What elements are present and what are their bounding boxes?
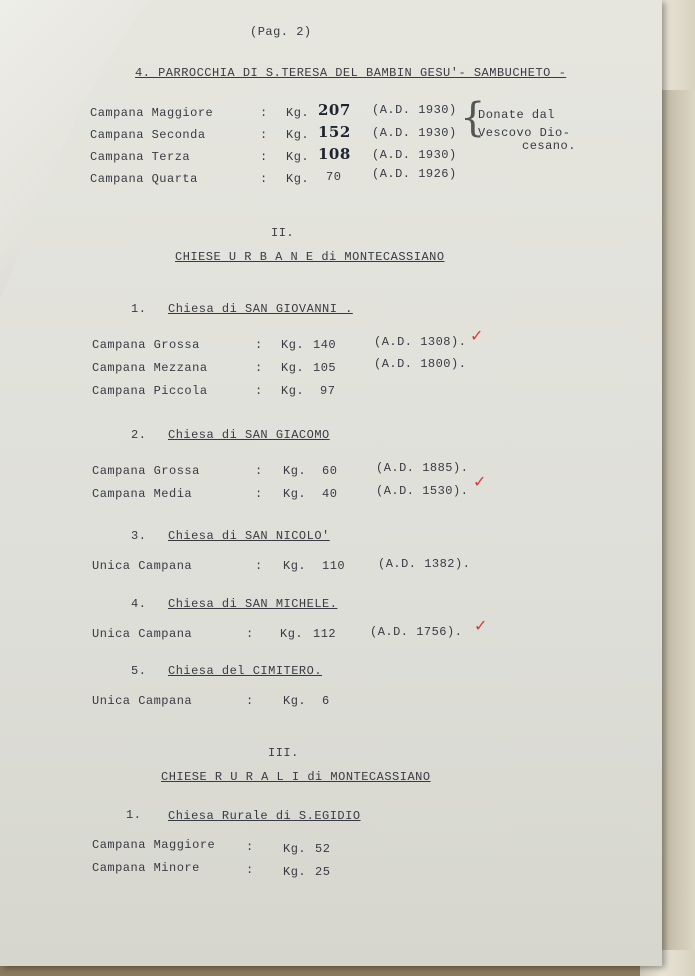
church-number: 5. xyxy=(131,664,147,678)
church-title: Chiesa del CIMITERO. xyxy=(168,664,323,678)
colon: : xyxy=(255,384,263,398)
colon: : xyxy=(260,172,268,186)
bell-name: Campana Quarta xyxy=(90,172,198,186)
bell-weight-handwritten: 152 xyxy=(318,123,351,141)
kg-label: Kg. xyxy=(281,361,305,375)
bell-name: Campana Maggiore xyxy=(92,838,216,852)
brace-mark: { xyxy=(460,95,486,141)
red-check-mark: ✓ xyxy=(473,472,487,491)
bell-weight: 70 xyxy=(326,170,342,184)
bell-name: Campana Terza xyxy=(90,150,191,164)
colon: : xyxy=(255,487,263,501)
church-title: Chiesa di SAN GIOVANNI . xyxy=(168,302,353,316)
bell-year: (A.D. 1382). xyxy=(378,557,471,571)
colon: : xyxy=(246,627,254,641)
bell-year: (A.D. 1308). xyxy=(374,335,467,349)
bell-name: Campana Maggiore xyxy=(90,106,214,120)
colon: : xyxy=(246,694,254,708)
bell-name: Campana Mezzana xyxy=(92,361,208,375)
bell-weight: 105 xyxy=(313,361,337,375)
bell-weight: 97 xyxy=(320,384,336,398)
church-number: 2. xyxy=(131,428,147,442)
bell-year: (A.D. 1800). xyxy=(374,357,467,371)
colon: : xyxy=(246,840,254,854)
kg-label: Kg. xyxy=(283,865,307,879)
bell-weight: 6 xyxy=(322,694,330,708)
kg-label: Kg. xyxy=(286,106,310,120)
church-title: Chiesa di SAN MICHELE. xyxy=(168,597,338,611)
bell-weight: 110 xyxy=(322,559,346,573)
church-number: 4. xyxy=(131,597,147,611)
bell-weight: 25 xyxy=(315,865,331,879)
church-title: Chiesa di SAN NICOLO' xyxy=(168,529,330,543)
section-heading: CHIESE R U R A L I di MONTECASSIANO xyxy=(161,770,431,784)
bell-weight-handwritten: 207 xyxy=(318,101,351,119)
bell-name: Unica Campana xyxy=(92,559,193,573)
red-check-mark: ✓ xyxy=(474,616,488,635)
red-check-mark: ✓ xyxy=(470,326,484,345)
colon: : xyxy=(255,559,263,573)
background-page-stack xyxy=(660,90,695,950)
bell-name: Campana Minore xyxy=(92,861,200,875)
colon: : xyxy=(255,338,263,352)
colon: : xyxy=(255,361,263,375)
bell-year: (A.D. 1930) xyxy=(372,103,457,117)
colon: : xyxy=(260,106,268,120)
kg-label: Kg. xyxy=(283,559,307,573)
kg-label: Kg. xyxy=(283,464,307,478)
bell-name: Campana Grossa xyxy=(92,464,200,478)
bell-year: (A.D. 1930) xyxy=(372,148,457,162)
church-title: Chiesa di SAN GIACOMO xyxy=(168,428,330,442)
section-roman-numeral: III. xyxy=(268,746,299,760)
kg-label: Kg. xyxy=(286,150,310,164)
bell-name: Campana Media xyxy=(92,487,193,501)
church-number: 1. xyxy=(126,808,142,822)
church-number: 1. xyxy=(131,302,147,316)
kg-label: Kg. xyxy=(283,694,307,708)
bell-name: Unica Campana xyxy=(92,694,193,708)
donation-note: Vescovo Dio- xyxy=(478,126,571,140)
bell-name: Campana Piccola xyxy=(92,384,208,398)
bell-year: (A.D. 1530). xyxy=(376,484,469,498)
kg-label: Kg. xyxy=(280,627,304,641)
bell-year: (A.D. 1885). xyxy=(376,461,469,475)
kg-label: Kg. xyxy=(281,338,305,352)
bell-name: Campana Grossa xyxy=(92,338,200,352)
colon: : xyxy=(246,863,254,877)
bell-year: (A.D. 1756). xyxy=(370,625,463,639)
bell-year: (A.D. 1930) xyxy=(372,126,457,140)
bell-name: Campana Seconda xyxy=(90,128,206,142)
kg-label: Kg. xyxy=(283,487,307,501)
bell-weight: 60 xyxy=(322,464,338,478)
donation-note: Donate dal xyxy=(478,108,556,122)
bell-name: Unica Campana xyxy=(92,627,193,641)
kg-label: Kg. xyxy=(283,842,307,856)
bell-weight: 40 xyxy=(322,487,338,501)
bell-weight: 140 xyxy=(313,338,337,352)
section-roman-numeral: II. xyxy=(271,226,295,240)
donation-note: cesano. xyxy=(522,139,576,153)
church-number: 3. xyxy=(131,529,147,543)
bell-year: (A.D. 1926) xyxy=(372,167,457,181)
colon: : xyxy=(255,464,263,478)
church-title: Chiesa Rurale di S.EGIDIO xyxy=(168,809,361,823)
colon: : xyxy=(260,128,268,142)
kg-label: Kg. xyxy=(286,128,310,142)
kg-label: Kg. xyxy=(281,384,305,398)
parish-heading: 4. PARROCCHIA DI S.TERESA DEL BAMBIN GESU'- SAMBUCHETO - xyxy=(135,66,567,80)
bell-weight: 112 xyxy=(313,627,337,641)
page-number: (Pag. 2) xyxy=(250,25,312,39)
bell-weight-handwritten: 108 xyxy=(318,145,351,163)
colon: : xyxy=(260,150,268,164)
section-heading: CHIESE U R B A N E di MONTECASSIANO xyxy=(175,250,445,264)
kg-label: Kg. xyxy=(286,172,310,186)
bell-weight: 52 xyxy=(315,842,331,856)
